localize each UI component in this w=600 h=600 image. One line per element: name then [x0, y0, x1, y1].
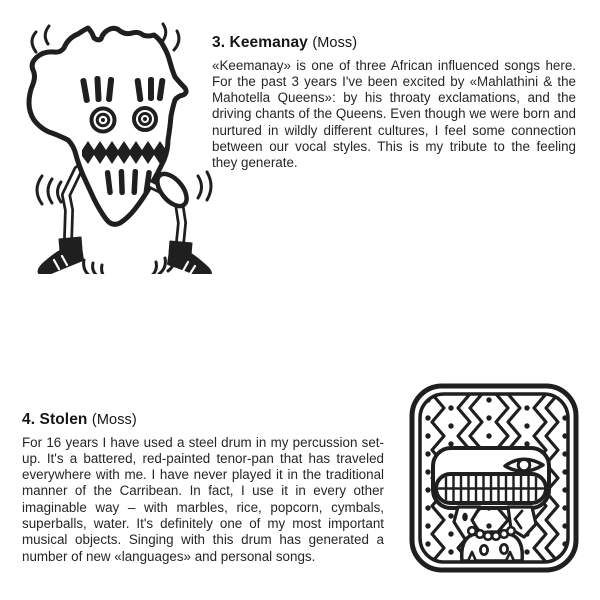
- track-3-body: «Keemanay» is one of three African influenced songs here. For the past 3 years I've been excited by «Mahlathini & the Mahotella Queens»: by his throaty exclamations, and the driving chants of the Queens. Even though we were born and nurtured in wildly different cultures, I feel some connection between our vocal styles. This is my tribute to the feeling they generate.: [212, 57, 576, 171]
- africa-mask-figure-illustration: [2, 8, 218, 274]
- patterned-tile-face-illustration: [408, 382, 580, 574]
- track-3-section: [212, 34, 576, 172]
- track-4-section: [22, 411, 384, 565]
- track-4-title: 4. Stolen: [22, 411, 88, 428]
- track-3-heading: [212, 34, 576, 53]
- tile-mask-face: [433, 448, 549, 508]
- track-3-title: 3. Keemanay: [212, 34, 308, 51]
- track-4-credit: (Moss): [91, 412, 137, 428]
- track-4-body: For 16 years I have used a steel drum in my percussion set-up. It's a battered, red-painted tenor-pan that has traveled everywhere with me. I have never played it in the traditional manner of the Carribean. In fact, I use it in every other imaginable way – with marbles, rice, popcorn, cymbals, superballs, water. It's definitely one of my most important musical objects. Singing with this drum has generated a number of new «languages» and personal songs.: [22, 434, 384, 564]
- left-shoe: [39, 247, 83, 274]
- track-4-heading: [22, 411, 384, 430]
- track-3-credit: (Moss): [312, 35, 358, 51]
